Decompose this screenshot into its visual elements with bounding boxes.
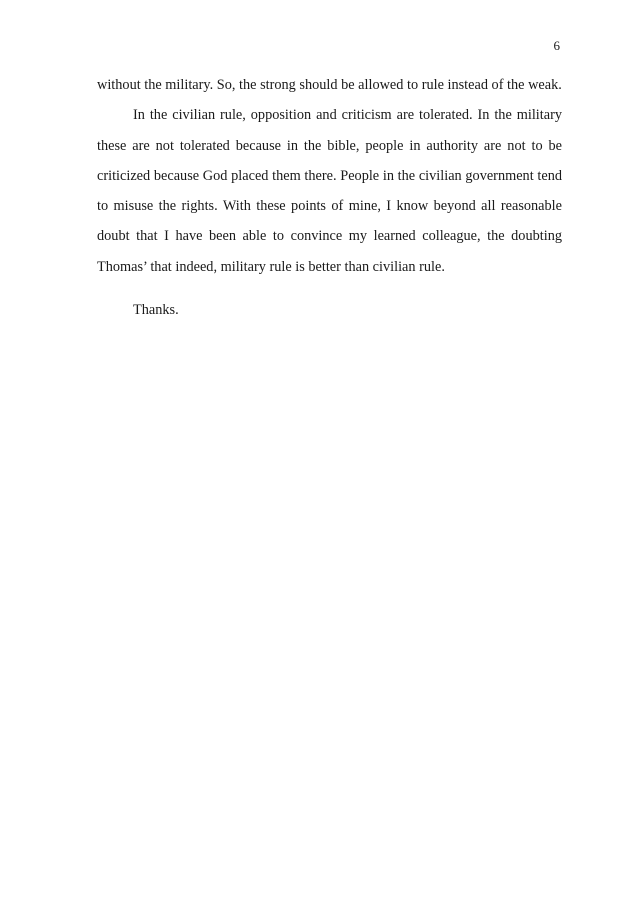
closing-text: Thanks.	[133, 302, 179, 319]
document-body	[97, 70, 562, 325]
paragraph-continuation: without the military. So, the strong should be allowed to rule instead of the weak.	[97, 77, 562, 93]
page-number: 6	[553, 38, 560, 53]
paragraph-argument: In the civilian rule, opposition and criticism are tolerated. In the military these are not tolerated because in the bible, people in authority are not to be criticized because God placed them there. People in the civilian government tend to misuse the rights. With these points of mine, I know beyond all reasonable doubt that I have been able to convince my learned colleague, the doubting Thomas’ that indeed, military rule is better than civilian rule.	[97, 107, 562, 275]
